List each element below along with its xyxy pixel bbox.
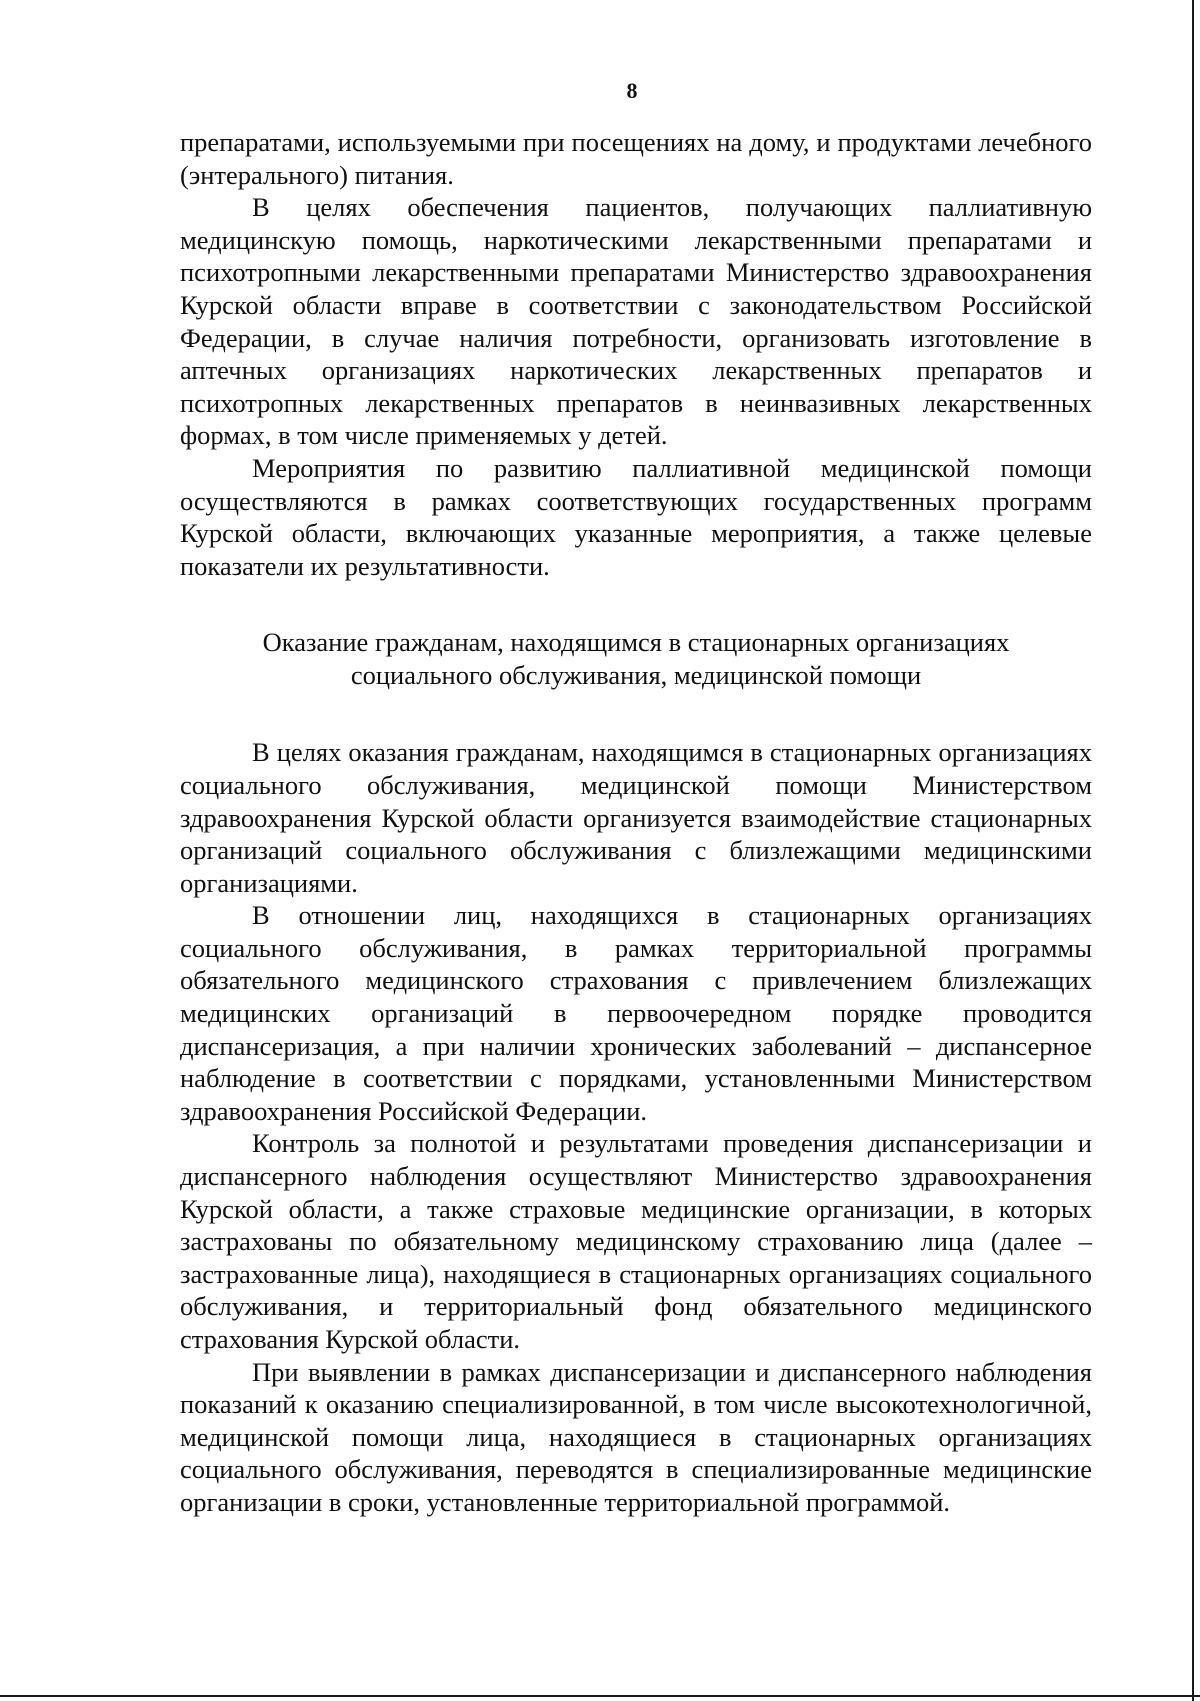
paragraph: препаратами, используемыми при посещениях на дому, и продуктами лечебного (энтерального) питания. xyxy=(180,127,1092,190)
paragraph: В целях оказания гражданам, находящимся в стационарных организациях социального обслуживания, медицинской помощи Министерством здравоохранения Курской области организуется взаимодействие стационарных организаций социального обслуживания с близлежащими медицинскими организациями. xyxy=(180,737,1092,898)
section-heading-line: Оказание гражданам, находящимся в стационарных организациях xyxy=(262,627,1010,658)
section-heading-line: социального обслуживания, медицинской помощи xyxy=(350,660,922,691)
paragraph: При выявлении в рамках диспансеризации и диспансерного наблюдения показаний к оказанию специализированной, в том числе высокотехнологичной, медицинской помощи лица, находящиеся в стационарных организациях социального обслуживания, переводятся в специализированные медицинские организации в сроки, установленные территориальной программой. xyxy=(180,1356,1092,1517)
scan-edge-bottom xyxy=(0,1695,1200,1697)
document-body xyxy=(180,126,1092,1519)
paragraph: Контроль за полнотой и результатами проведения диспансеризации и диспансерного наблюдения осуществляют Министерство здравоохранения Курской области, а также страховые медицинские организации, в которых застрахованы по обязательному медицинскому страхованию лица (далее – застрахованные лица), находящиеся в стационарных организациях социального обслуживания, и территориальный фонд обязательного медицинского страхования Курской области. xyxy=(180,1128,1092,1354)
page-number: 8 xyxy=(626,78,638,103)
paragraph: В целях обеспечения пациентов, получающих паллиативную медицинскую помощь, наркотическими лекарственными препаратами и психотропными лекарственными препаратами Министерство здравоохранения Курской области вправе в соответствии с законодательством Российской Федерации, в случае наличия потребности, организовать изготовление в аптечных организациях наркотических лекарственных препаратов и психотропных лекарственных препаратов в неинвазивных лекарственных формах, в том числе применяемых у детей. xyxy=(180,192,1092,451)
scan-edge-right xyxy=(1192,0,1194,1701)
paragraph: Мероприятия по развитию паллиативной медицинской помощи осуществляются в рамках соответствующих государственных программ Курской области, включающих указанные мероприятия, а также целевые показатели их результативности. xyxy=(180,452,1092,581)
paragraph: В отношении лиц, находящихся в стационарных организациях социального обслуживания, в рамках территориальной программы обязательного медицинского страхования с привлечением близлежащих медицинских организаций в первоочередном порядке проводится диспансеризация, а при наличии хронических заболеваний – диспансерное наблюдение в соответствии с порядками, установленными Министерством здравоохранения Российской Федерации. xyxy=(180,900,1092,1126)
section-heading xyxy=(180,626,1092,692)
